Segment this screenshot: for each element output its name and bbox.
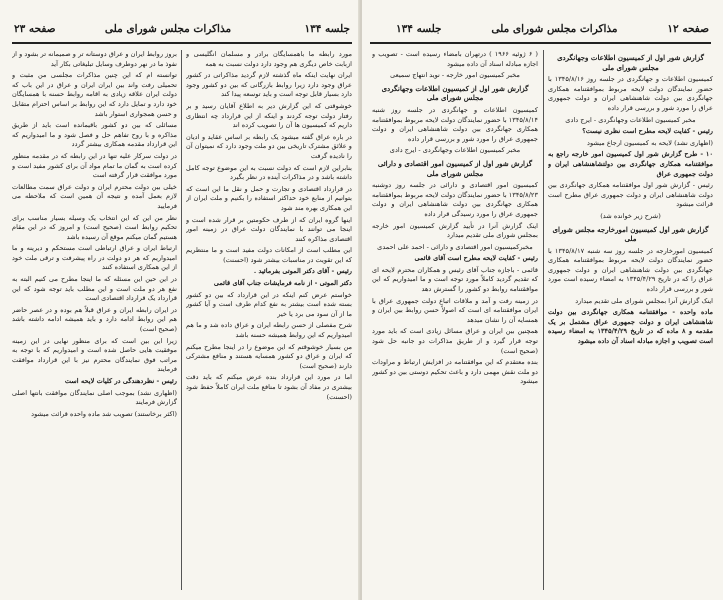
paragraph: کمیسیون اطلاعات و جهانگردی در جلسه روز شنبه ۱۳۴۵/۸/۱۴ با حضور نمایندگان دولت لایحه مربوط بموافقتنامه همکاری جهانگردی بین دولت شاهنشاهی ایران و دولت جمهوری عراق را مورد شور و بررسی قرار داده [372,105,538,143]
paragraph: در باره عراق گفته میشود یک رابطه بر اساس عقاید و ادیان و علائق مشترک تاریخی بین دو ملت وجود دارد که نمیتوان آن را نادیده گرفت [186,132,352,160]
paragraph: نظر من این که این انتخاب یک وسیله بسیار مناسب برای تحکیم روابط است (صحیح است) و امروز که در این مقام هستیم گمان میکنم موقع آن رسیده باشد [12,213,177,241]
paragraph: بروز روابط ایران و عراق دوستانه تر و صمیمانه تر بشود و از نفوذ ما در نهر دوطرف وسایل تبلیغاتی بکار آید [12,50,177,68]
paragraph: اینها گروه ایران که از طرف حکومتین بر قرار شده است و اینجا می توانند با نمایندگان دولت عراق در زمینه امور اقتصادی مذاکره کنند [186,215,352,243]
right-page [362,0,723,600]
paragraph: ( ۶ ژوئیه ۱۹۶۶ ) درتهران بامضاء رسیده است - تصویب و اجازه مبادله اسناد آن داده میشود [372,50,538,68]
speaker-line: دکتر الموتی - از نامه فرمایشات جناب آقای قائمی [213,279,352,288]
right-page-title: مذاکرات مجلس شورای ملی [491,23,618,35]
signature-line: مخبر کمیسیون اطلاعات وجهانگردی - ایرج دادی [565,115,696,124]
paragraph: بنده معتقدم که این موافقتنامه در افزایش ارتباط و مراودات دو ملت نقش مهمی دارد و باعث تحکیم دوستی بین دو کشور میشود [372,358,538,386]
paragraph: خیلی بین دولت محترم ایران و دولت عراق سمت مطالعات لازم بعمل آمده و نتیجه آن همین است که ملاحظه می فرمایید [12,182,177,210]
paragraph: در قرارداد اقتصادی و تجارت و حمل و نقل ما این است که بتوانیم از منابع خود حداکثر استفاده را بکنیم و ملت ایران از این همکاری بهره مند شود [186,184,352,212]
paragraph: مسائلی که بین دو کشور باقیمانده است باید از طریق مذاکره و با روح تفاهم حل و فصل شود و ما امیدواریم که این قرارداد مقدمه همکاری بیشتر گردد [12,121,177,149]
right-page-left-column [372,50,538,592]
section-heading: گزارش شور اول از کمیسیون اطلاعات وجهانگردی مجلس شورای ملی [381,83,529,103]
speaker-line: رئیس - نظردهندگی در کلیات لایحه است [64,377,177,385]
agenda-item-heading: ۱۰ - طرح گزارش شور اول کمیسیون امور خارجه راجع به موافقتنامه همکاری جهانگردی بین دولتشاهنشاهی ایران و دولت جمهوری عراق [548,150,713,178]
paragraph: این مطلب است از امکانات دولت مفید است و ما منتظریم که این تقویت در مناسبات بیشتر شود (احسنت) [186,246,352,264]
left-page-left-column [12,50,177,592]
right-page-number: صفحه ۱۲ [667,23,709,35]
left-header-rule [12,42,352,44]
left-page-title: مذاکرات مجلس شورای ملی [104,23,232,35]
left-session-label: جلسه ۱۳۴ [304,23,350,35]
paragraph: اینک گزارش آنرا در تأیید گزارش کمیسیون امور خارجه بمجلس شورای ملی تقدیم میدارد [372,221,538,240]
paragraph: همچنین بین ایران و عراق مسائل زیادی است که باید مورد توجه قرار گیرد و از طریق مذاکرات دو جانبه حل شود (صحیح است) [372,327,538,355]
right-header-rule [370,42,711,44]
left-page-right-column [186,50,352,592]
paragraph: خواستم عرض کنم اینکه در این قرارداد که بین دو کشور بسته شده است بیشتر به نفع کدام طرف است و آیا کشور ما از آن سود می برد یا خیر [186,290,352,318]
paragraph: کمیسیون امور اقتصادی و دارائی در جلسه روز دوشنبه ۱۳۴۵/۸/۲۳ با حضور نمایندگان دولت لایحه مربوط بموافقتنامه همکاری جهانگردی بین دولت شاهنشاهی ایران و دولت جمهوری عراق را مورد رسیدگی قرار داده [372,181,538,218]
paragraph: ایران نهایت اینکه ماه گذشته لازم گردید مذاکراتی در کشور عراق وجود دارد زیرا روابط بازرگانی که بین دو کشور وجود دارد بسیار قابل توجه است و باید توسعه پیدا کند [186,71,352,99]
paragraph: توانسته ام که این چنین مذاکرات مجلسی من مثبت و تحمیلی رفت واند بین ایران ایران و عراق در این باب که دولت ایران علاقه زیادی به اقامه روابط حسنه با همسایگان خود دارد و تمایل دارد که این روابط بر اساس احترام متقابل و حسن همجواری استوار باشد [12,71,177,118]
signature-line: مخبر کمیسیون امور خارجه - نوید انتهاج سمیعی [390,71,520,80]
paragraph: خوشوقتی که این گزارش دیر به اطلاع آقایان رسید و بر رفتار دولت توجه کردند و اینکه از این قرارداد چه انتظاری داریم که کمیسیون ها آن را تصویب کرده اند [186,101,352,130]
paragraph: در این حین این مسئله که ما اینجا مطرح می کنیم البته به نفع هر دو ملت است و این مطلب باید توجه شود که این قرارداد یک قرارداد اقتصادی است [12,275,177,303]
paragraph: شرح مفصلی از حسن رابطه ایران و عراق داده شد و ما هم امیدواریم که این روابط همیشه حسنه باشد [186,321,352,340]
note-line: (شرح زیر خوانده شد) [600,211,661,220]
section-heading: گزارش شور اول از کمیسیون اطلاعات وجهانگردی مجلس شورای ملی [557,53,704,72]
paragraph: اینک گزارش آنرا بمجلس شورای ملی تقدیم میدارد [575,296,713,305]
paragraph: (اظهاری نشد) بموجب اصلی نمایندگان موافقت بانتها اصلی گزارش فرمایند [12,388,177,407]
paragraph: در زمینه رفت و آمد و ملاقات اتباع دولت جمهوری عراق با ایران موافقتنامه ای است که اصولاً حسن روابط بین ایران و همسایه آن را نشان میدهد [372,296,538,324]
left-page-number: صفحه ۲۳ [14,23,56,35]
paragraph: زیرا این بین است که برای منظور نهایی در این زمینه موفقیت هایی حاصل شده است و امیدواریم که با توجه به مراتب فوق نمایندگان محترم نیز با این قرارداد موافقت فرمایند [12,336,177,374]
paragraph: کمیسیون اطلاعات و جهانگردی در جلسه روز ۱۳۴۵/۸/۱۶ با حضور نمایندگان دولت لایحه مربوط بموافقتنامه همکاری جهانگردی بین دولت شاهنشاهی ایران و دولت جمهوری عراق را مورد شور و بررسی قرار داده [548,75,713,112]
speaker-line: رئیس - آقای دکتر الموتی بفرمائید . [253,267,352,276]
speaker-line: رئیس - کفایت لایحه مطرح است نظری نیست؟ [582,127,713,136]
paragraph: بنابراین لازم است که دولت نسبت به این موضوع توجه کامل داشته باشد و در مذاکرات آینده در نظر بگیرد [186,163,352,182]
article-paragraph: ماده واحده - موافقتنامه همکاری جهانگردی بین دولت شاهنشاهی ایران و دولت جمهوری عراق مشتمل بر یک مقدمه و ۸ ماده که در تاریخ ۱۳۴۵/۴/۲۹ به امضاء رسیده است تصویب و اجازه مبادله اسناد آن داده میشود [548,308,713,346]
section-heading: گزارش شور اول از کمیسیون امور اقتصادی و دارائی مجلس شورای ملی [377,158,533,178]
paragraph: من بسیار خوشوقتم که این موضوع را در اینجا مطرح میکنم که ایران و عراق دو کشور همسایه هستند و منافع مشترکی دارند (صحیح است) [186,342,352,370]
right-column-divider [543,50,544,590]
paragraph: (اظهاری نشد) لایحه به کمیسیون ارجاع میشود [587,138,713,147]
paragraph: اما در مورد این قرارداد بنده عرض میکنم که باید دقت بیشتری در مفاد آن بشود تا منافع ملت ایران کاملاً حفظ شود (احسنت) [186,373,352,401]
signature-line: مخبر کمیسیون اطلاعات وجهانگردی - ایرج دادی [389,146,521,155]
signature-line: مخبرکمیسیون امور اقتصادی و دارائی - احمد علی احمدی [377,242,533,251]
section-heading: گزارش شور اول کمیسیون امورخارجه مجلس شورای ملی [552,224,709,244]
left-page-header [14,18,350,40]
right-page-header [372,18,709,40]
paragraph: در دولت سرکار علیه تنها در این رابطه که در مقدمه منظور کرده است به گمان ما تمام مواد آن برای کشور مفید است و مورد موافقت قرار گرفته است [12,151,177,180]
paragraph: کمیسیون امورخارجه در جلسه روز سه شنبه ۱۳۴۵/۸/۱۷ با حضور نمایندگان دولت لایحه مربوط بموافقتنامه همکاری جهانگردی بین دولت شاهنشاهی ایران و دولت جمهوری عراق را که در تاریخ ۱۳۴۵/۴/۲۹ به امضاء رسیده است مورد شور و بررسی قرار داده [548,246,713,294]
left-column-divider [181,50,182,590]
paragraph: در ایران رابطه ایران و عراق قبلاً هم بوده و در عصر حاضر هم این روابط ادامه دارد و باید همیشه ادامه داشته باشد (صحیح است) [12,305,177,334]
paragraph: (اکثر برخاستند) تصویب شد ماده واحده قرائت میشود [31,409,177,418]
paragraph: ارتباط ایران و عراق ارتباطی است مستحکم و دیرینه و ما امیدواریم که هر دو دولت در راه پیشرفت و ترقی ملت خود از این همکاری استفاده کنند [12,244,177,272]
left-page [0,0,360,600]
paragraph: قائمی - باجازه جناب آقای رئیس و همکاران محترم لایحه ای که تقدیم گردید کاملاً مورد توجه است و ما امیدواریم که این موافقتنامه روابط دو کشور را گسترش دهد [372,265,538,294]
right-session-label: جلسه ۱۳۴ [396,23,442,35]
right-page-right-column [548,50,713,592]
speaker-line: رئیس - کفایت لایحه مطرح است آقای قائمی [414,254,538,263]
paragraph: مورد رابطه ما باهمسایگان برادر و مسلمان انگلیسی و ازبابت خاص دیگری هم وجود دارد دولت نسبت به همه [186,50,352,68]
paragraph: رئیس - گزارش شور اول موافقتنامه همکاری جهانگردی بین دولت شاهنشاهی ایران و دولت جمهوری عراق مطرح است قرائت میشود [548,181,713,209]
